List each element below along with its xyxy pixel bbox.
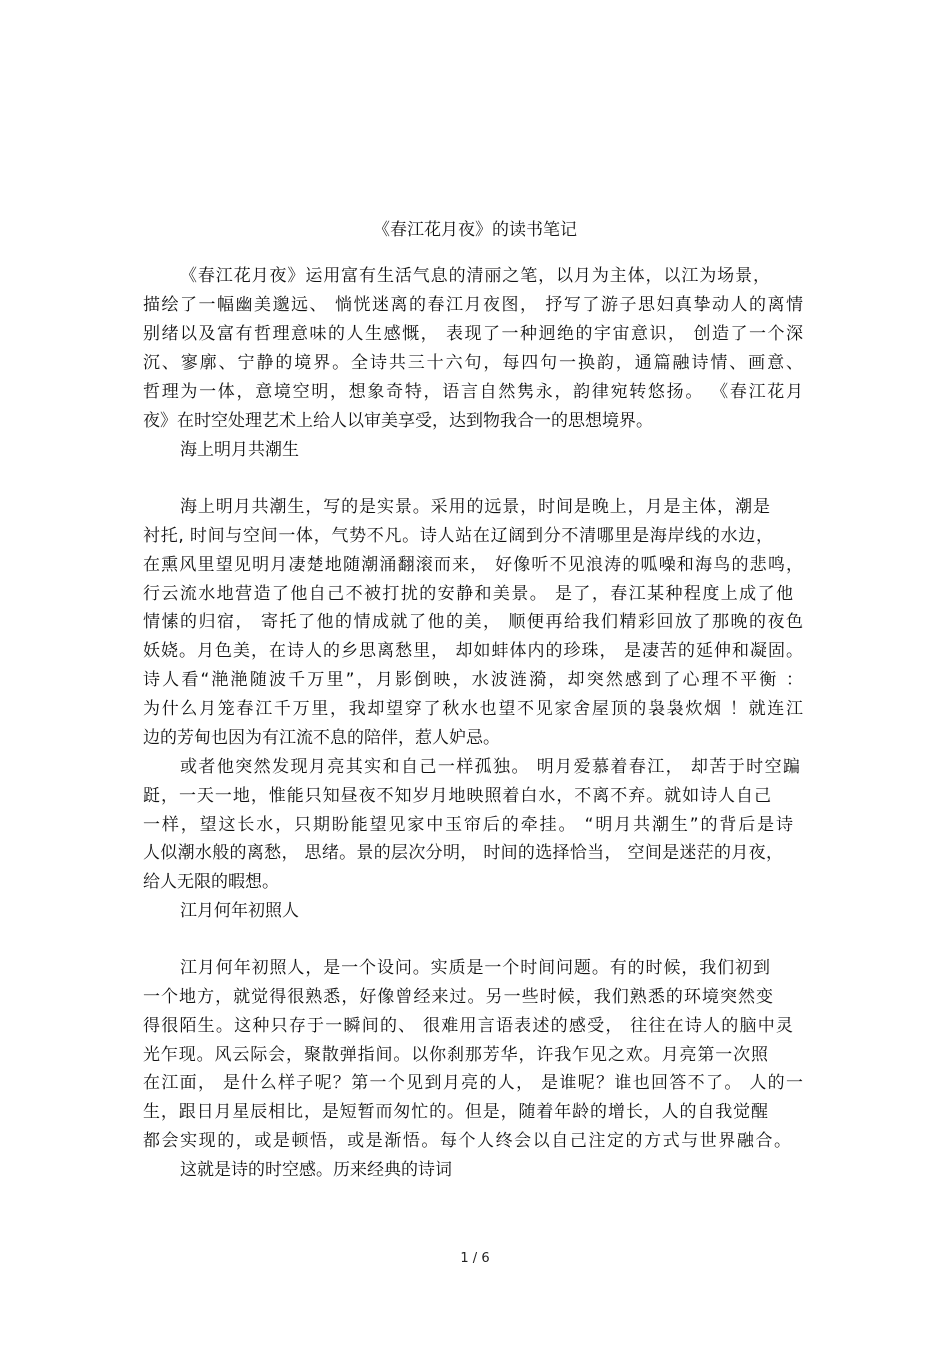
paragraph-line: 为什么月笼春江千万里，我却望穿了秋水也望不见家舍屋顶的袅袅炊烟 ！就连江 <box>143 699 803 719</box>
paragraph-line: 在熏风里望见明月凄楚地随潮涌翻滚而来， 好像听不见浪涛的呱噪和海鸟的悲鸣， <box>143 555 803 575</box>
paragraph-line: 跹，一天一地，惟能只知昼夜不知岁月地映照着白水，不离不弃。就如诗人自己 <box>143 786 771 806</box>
paragraph-line: 这就是诗的时空感。历来经典的诗词 <box>180 1160 452 1180</box>
paragraph-line: 哲理为一体，意境空明，想象奇特，语言自然隽永，韵律宛转悠扬。 《春江花月 <box>143 382 803 402</box>
paragraph-line: 别绪以及富有哲理意味的人生感慨， 表现了一种迥绝的宇宙意识， 创造了一个深 <box>143 324 803 344</box>
paragraph-line: 情愫的归宿， 寄托了他的情成就了他的美， 顺便再给我们精彩回放了那晚的夜色 <box>143 612 803 632</box>
paragraph-line: 诗人看“滟滟随波千万里”，月影倒映，水波涟漪，却突然感到了心理不平衡 ： <box>143 670 803 690</box>
section-heading: 江月何年初照人 <box>180 901 299 921</box>
paragraph-line: 行云流水地营造了他自己不被打扰的安静和美景。 是了，春江某种程度上成了他 <box>143 584 793 604</box>
document-title: 《春江花月夜》的读书笔记 <box>373 220 577 240</box>
paragraph-line: 边的芳甸也因为有江流不息的陪伴，惹人妒忌。 <box>143 728 500 748</box>
paragraph-line: 海上明月共潮生，写的是实景。采用的远景，时间是晚上，月是主体，潮是 <box>180 497 770 517</box>
paragraph-line: 生，跟日月星辰相比，是短暂而匆忙的。但是，随着年龄的增长，人的自我觉醒 <box>143 1102 768 1122</box>
paragraph-line: 人似潮水般的离愁， 思绪。景的层次分明， 时间的选择恰当， 空间是迷茫的月夜， <box>143 843 783 863</box>
section-heading: 海上明月共潮生 <box>180 440 299 460</box>
paragraph-line: 或者他突然发现月亮其实和自己一样孤独。 明月爱慕着春江， 却苦于时空蹁 <box>180 757 800 777</box>
paragraph-line: 夜》在时空处理艺术上给人以审美享受，达到物我合一的思想境界。 <box>143 411 653 431</box>
paragraph-line: 衬托, 时间与空间一体，气势不凡。诗人站在辽阔到分不清哪里是海岸线的水边， <box>143 526 773 546</box>
paragraph-line: 光乍现。风云际会，聚散弹指间。以你刹那芳华，许我乍见之欢。月亮第一次照 <box>143 1045 768 1065</box>
paragraph-line: 描绘了一幅幽美邈远、 惝恍迷离的春江月夜图， 抒写了游子思妇真挚动人的离情 <box>143 295 803 315</box>
paragraph-line: 一样，望这长水，只期盼能望见家中玉帘后的牵挂。 “明月共潮生”的背后是诗 <box>143 815 793 835</box>
paragraph-line: 一个地方，就觉得很熟悉，好像曾经来过。另一些时候，我们熟悉的环境突然变 <box>143 987 773 1007</box>
page-number: 1 / 6 <box>460 1251 490 1266</box>
paragraph-line: 《春江花月夜》运用富有生活气息的清丽之笔，以月为主体，以江为场景， <box>180 266 770 286</box>
paragraph-line: 江月何年初照人，是一个设问。实质是一个时间问题。有的时候，我们初到 <box>180 958 770 978</box>
paragraph-line: 在江面， 是什么样子呢？第一个见到月亮的人， 是谁呢？谁也回答不了。 人的一 <box>143 1073 803 1093</box>
paragraph-line: 妖娆。月色美，在诗人的乡思离愁里， 却如蚌体内的珍珠， 是凄苦的延伸和凝固。 <box>143 641 803 661</box>
paragraph-line: 都会实现的，或是顿悟，或是渐悟。每个人终会以自己注定的方式与世界融合。 <box>143 1131 791 1151</box>
paragraph-line: 给人无限的暇想。 <box>143 872 279 892</box>
paragraph-line: 得很陌生。这种只存于一瞬间的、 很难用言语表述的感受， 往往在诗人的脑中灵 <box>143 1016 793 1036</box>
paragraph-line: 沉、寥廓、宁静的境界。全诗共三十六句，每四句一换韵，通篇融诗情、画意、 <box>143 353 803 373</box>
